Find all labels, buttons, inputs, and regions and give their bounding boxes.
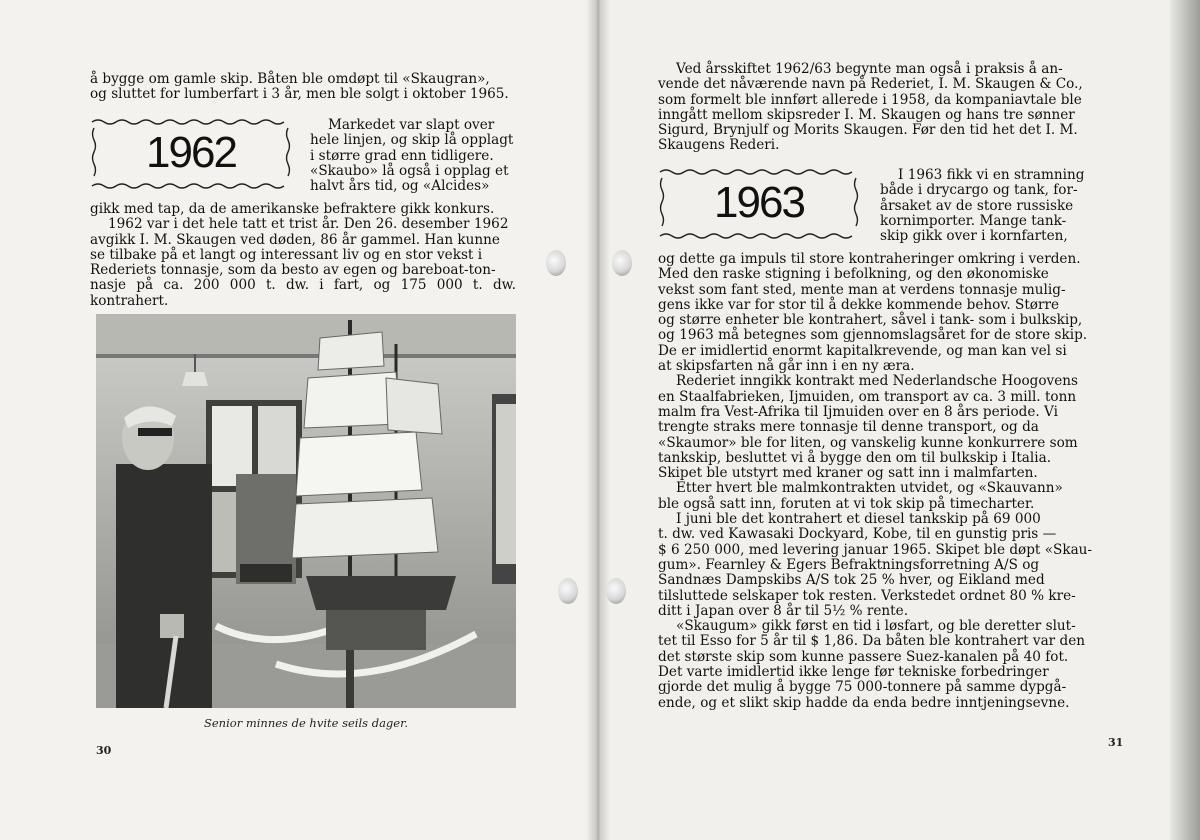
text-line: «Skaubo» lå også i opplag et	[310, 162, 509, 179]
text-line: Sigurd, Brynjulf og Morits Skaugen. Før den tid het det I. M.	[658, 122, 1078, 139]
left-beside-box	[310, 118, 516, 194]
text-line: årsaket av de store russiske	[880, 197, 1074, 214]
text-line: I juni ble det kontrahert et diesel tankskip på 69 000	[676, 511, 1041, 528]
text-line: «Skaugum» gikk først en tid i løsfart, og ble deretter slut-	[676, 618, 1076, 635]
text-line: inngått mellom skipsreder I. M. Skaugen og hans tre sønner	[658, 106, 1075, 123]
text-line: I 1963 fikk vi en stramning	[898, 167, 1085, 183]
text-line: $ 6 250 000, med levering januar 1965. Skipet ble døpt «Skau-	[658, 541, 1093, 558]
text-line: gens ikke var for stor til å dekke kommende behov. Større	[658, 296, 1060, 313]
year-label: 1963	[714, 178, 804, 227]
text-line: Ved årsskiftet 1962/63 begynte man også i praksis å an-	[676, 61, 1063, 77]
ship-model-photo-image	[96, 314, 516, 708]
text-line: t. dw. ved Kawasaki Dockyard, Kobe, til en gunstig pris —	[658, 526, 1057, 543]
text-line: og 1963 må betegnes som gjennomslagsåret for de store skip.	[658, 327, 1088, 344]
text-line: vende det nåværende navn på Rederiet, I. M. Skaugen & Co.,	[658, 76, 1083, 93]
text-line: og sluttet for lumberfart i 3 år, men ble solgt i oktober 1965.	[90, 86, 509, 103]
text-line: gum». Fearnley & Egers Befraktningsforretning A/S og	[658, 556, 1040, 573]
text-line: ble også satt inn, foruten at vi tok skip på timecharter.	[658, 495, 1035, 512]
text-line: vekst som fant sted, mente man at verdens tonnasje mulig-	[658, 281, 1066, 298]
text-line: ende, og et slikt skip hadde da enda bedre inntjeningsevne.	[658, 694, 1070, 711]
text-line: Rederiets tonnasje, som da besto av egen og bareboat-ton-	[90, 262, 496, 279]
text-line: og dette ga impuls til store kontraheringer omkring i verden.	[658, 251, 1081, 267]
text-line: Etter hvert ble malmkontrakten utvidet, og «Skauvann»	[676, 480, 1063, 497]
text-line: trengte straks mere tonnasje til denne transport, og da	[658, 419, 1039, 436]
text-line: tet til Esso for 5 år til $ 1,86. Da båten ble kontrahert var den	[658, 633, 1085, 650]
page-number-right: 31	[1108, 736, 1124, 749]
text-line: nasje på ca. 200 000 t. dw. i fart, og 175 000 t. dw. kontrahert.	[90, 277, 516, 309]
year-label: 1962	[146, 128, 236, 177]
left-page	[0, 0, 596, 840]
right-body	[658, 252, 1118, 711]
text-line: avgikk I. M. Skaugen ved døden, 86 år gammel. Han kunne	[90, 231, 500, 248]
right-page	[596, 0, 1200, 840]
text-line: Med den raske stigning i befolkning, og den økonomiske	[658, 266, 1049, 283]
left-intro	[90, 72, 516, 103]
text-line: 1962 var i det hele tatt et trist år. Den 26. desember 1962	[108, 216, 509, 233]
text-line: gjorde det mulig å bygge 75 000-tonnere på samme dypgå-	[658, 679, 1067, 696]
text-line: Skaugens Rederi.	[658, 137, 780, 154]
text-line: De er imidlertid enormt kapitalkrevende, og man kan vel si	[658, 342, 1067, 359]
punch-hole	[546, 250, 566, 276]
text-line: kornimporter. Mange tank-	[880, 212, 1067, 229]
text-line: og større enheter ble kontrahert, såvel i tank- som i bulkskip,	[658, 312, 1083, 329]
text-line: halvt års tid, og «Alcides»	[310, 178, 490, 195]
text-line: å bygge om gamle skip. Båten ble omdøpt til «Skaugran»,	[90, 71, 490, 87]
text-line: Markedet var slapt over	[328, 117, 495, 133]
text-line: at skipsfarten nå går inn i en ny æra.	[658, 358, 915, 375]
text-line: ditt i Japan over 8 år til 5½ % rente.	[658, 602, 909, 619]
book-gutter	[586, 0, 610, 840]
museum-photo	[96, 314, 516, 708]
page-edge	[1170, 0, 1200, 840]
text-line: skip gikk over i kornfarten,	[880, 228, 1068, 245]
photo-caption: Senior minnes de hvite seils dager.	[204, 716, 408, 730]
right-intro	[658, 62, 1118, 154]
punch-hole	[558, 578, 578, 604]
text-line: det største skip som kunne passere Suez-kanalen på 40 fot.	[658, 648, 1069, 665]
text-line: «Skaumor» ble for liten, og vanskelig kunne konkurrere som	[658, 434, 1078, 451]
text-line: Det varte imidlertid ikke lenge før tekniske forbedringer	[658, 664, 1049, 681]
punch-hole	[606, 578, 626, 604]
text-line: en Staalfabrieken, Ijmuiden, om transport av ca. 3 mill. tonn	[658, 388, 1077, 405]
text-line: malm fra Vest-Afrika til Ijmuiden over en 8 års periode. Vi	[658, 403, 1058, 420]
right-beside-box	[880, 168, 1118, 244]
text-line: tankskip, besluttet vi å bygge den om til bulkskip i Italia.	[658, 449, 1052, 466]
year-heading-1963	[658, 166, 860, 240]
text-line: både i drycargo og tank, for-	[880, 182, 1078, 199]
punch-hole	[612, 250, 632, 276]
text-line: gikk med tap, da de amerikanske befraktere gikk konkurs.	[90, 201, 495, 217]
text-line: Rederiet inngikk kontrakt med Nederlandsche Hoogovens	[676, 373, 1078, 390]
text-line: hele linjen, og skip lå opplagt	[310, 132, 514, 149]
left-body	[90, 202, 516, 309]
text-line: se tilbake på et langt og interessant liv og en stor vekst i	[90, 246, 483, 263]
text-line: Sandnæs Dampskibs A/S tok 25 % hver, og Eikland med	[658, 572, 1045, 589]
page-number-left: 30	[96, 744, 112, 757]
text-line: tilsluttede selskaper tok resten. Verkstedet ordnet 80 % kre-	[658, 587, 1076, 604]
text-line: som formelt ble innført allerede i 1958, da kompaniavtale ble	[658, 91, 1082, 108]
year-heading-1962	[90, 116, 292, 190]
text-line: Skipet ble utstyrt med kraner og satt inn i malmfarten.	[658, 465, 1038, 482]
text-line: i større grad enn tidligere.	[310, 147, 494, 164]
